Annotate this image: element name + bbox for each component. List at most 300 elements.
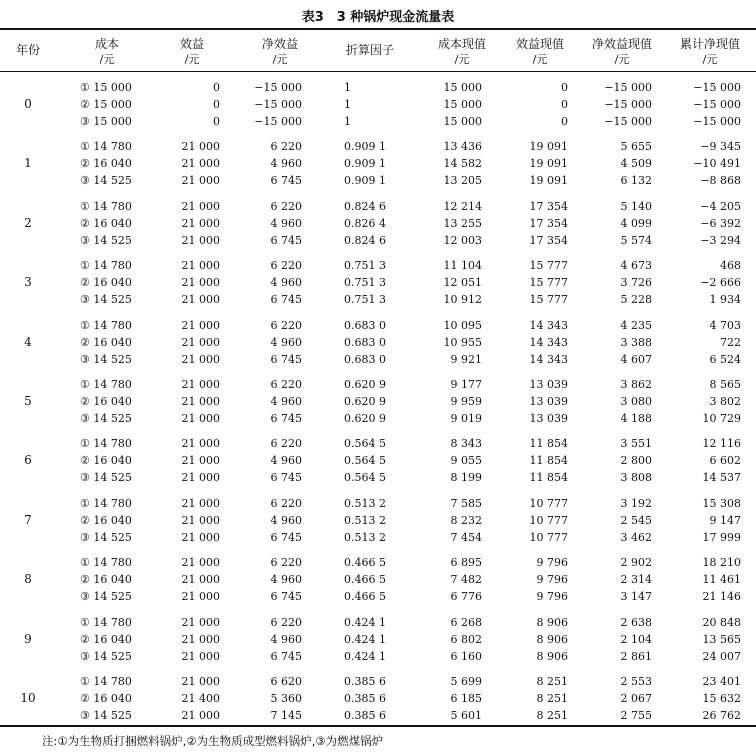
benefit-pv-cell: 9 796 [536,573,568,587]
column-header-unit: /元 [272,53,288,66]
discount-factor-cell: 0.683 0 [344,335,386,349]
benefit-cell: 0 [213,115,220,128]
benefit-cell: 21 000 [181,412,220,425]
cumulative-npv-cell: −2 666 [700,276,741,290]
cost-cell: ① 14 780 [80,496,132,510]
discount-factor-cell: 0.424 1 [344,615,386,629]
benefit-pv-cell: 15 777 [529,259,568,273]
cost-pv-cell: 7 454 [450,530,482,544]
cost-pv-cell: 14 582 [443,157,482,171]
cost-pv-cell: 15 000 [443,115,482,128]
net-benefit-cell: 6 745 [270,352,302,366]
cost-cell: ③ 14 525 [80,174,132,188]
net-benefit-cell: 6 620 [270,675,302,688]
discount-factor-cell: 1 [344,81,351,94]
column-header-label: 年份 [15,43,40,57]
cost-cell: ② 16 040 [80,276,132,290]
benefit-cell: 21 000 [181,590,220,604]
benefit-cell: 21 000 [181,395,220,408]
cumulative-npv-cell: −3 294 [700,233,741,247]
discount-factor-cell: 0.385 6 [344,675,386,688]
column-header [235,36,325,68]
benefit-pv-cell: 8 251 [536,709,568,722]
cost-pv-cell: 15 000 [443,98,482,111]
discount-factor-cell: 0.683 0 [344,318,386,332]
benefit-pv-cell: 0 [561,81,568,94]
cost-pv-cell: 15 000 [443,81,482,94]
bottom-rule [0,725,756,727]
discount-factor-cell: 0.513 2 [344,513,386,527]
net-benefit-cell: 6 220 [270,199,302,213]
cumulative-npv-cell: 8 565 [709,378,741,391]
column-header [665,36,755,68]
cost-cell: ② 16 040 [80,335,132,349]
cost-pv-cell: 6 776 [450,590,482,604]
cost-pv-cell: 13 205 [443,174,482,188]
discount-factor-cell: 0.620 9 [344,412,386,425]
benefit-cell: 21 000 [181,233,220,247]
net-benefit-cell: 6 745 [270,293,302,307]
cost-cell: ① 14 780 [80,318,132,332]
net-benefit-pv-cell: 4 099 [620,216,652,230]
cost-pv-cell: 12 003 [443,233,482,247]
column-header-unit: /元 [614,53,630,66]
benefit-cell: 21 000 [181,513,220,527]
discount-factor-cell: 0.564 5 [344,454,386,468]
benefit-cell: 21 000 [181,649,220,663]
cost-cell: ③ 14 525 [80,709,132,722]
cost-pv-cell: 9 177 [450,378,482,391]
cumulative-npv-cell: 3 802 [709,395,741,408]
column-header-label: 累计净现值 [679,37,740,51]
benefit-cell: 21 000 [181,378,220,391]
benefit-cell: 21 000 [181,216,220,230]
net-benefit-pv-cell: 6 132 [620,174,652,188]
cumulative-npv-cell: 24 007 [702,649,741,663]
net-benefit-pv-cell: 2 638 [620,615,652,629]
benefit-cell: 21 000 [181,199,220,213]
net-benefit-cell: 6 220 [270,378,302,391]
discount-factor-cell: 1 [344,98,351,111]
cost-cell: ① 14 780 [80,140,132,154]
cost-pv-cell: 9 959 [450,395,482,408]
benefit-pv-cell: 8 906 [536,615,568,629]
net-benefit-cell: 6 745 [270,590,302,604]
year-cell: 7 [24,512,32,527]
discount-factor-cell: 0.751 3 [344,276,386,290]
benefit-pv-cell: 11 854 [529,437,568,451]
cumulative-npv-cell: 4 703 [709,318,741,332]
cost-pv-cell: 8 232 [450,513,482,527]
cost-pv-cell: 11 104 [443,259,482,273]
net-benefit-cell: 6 745 [270,471,302,485]
cost-cell: ① 14 780 [80,199,132,213]
cost-cell: ③ 14 525 [80,590,132,604]
benefit-cell: 21 000 [181,709,220,722]
column-header-unit: /元 [184,53,200,66]
net-benefit-cell: 6 220 [270,496,302,510]
cumulative-npv-cell: 468 [720,259,741,273]
cost-pv-cell: 10 912 [443,293,482,307]
cost-pv-cell: 9 921 [450,352,482,366]
cumulative-npv-cell: −15 000 [693,81,741,94]
cumulative-npv-cell: −15 000 [693,98,741,111]
benefit-cell: 21 000 [181,632,220,646]
cumulative-npv-cell: 6 602 [709,454,741,468]
net-benefit-cell: 6 220 [270,259,302,273]
discount-factor-cell: 0.466 5 [344,573,386,587]
column-header-unit: /元 [702,53,718,66]
cumulative-npv-cell: 6 524 [709,352,741,366]
benefit-cell: 21 000 [181,293,220,307]
benefit-pv-cell: 10 777 [529,496,568,510]
net-benefit-cell: 6 220 [270,318,302,332]
cost-pv-cell: 9 019 [450,412,482,425]
net-benefit-pv-cell: −15 000 [604,98,652,111]
cost-cell: ③ 14 525 [80,471,132,485]
net-benefit-pv-cell: 2 067 [620,692,652,705]
column-header-label: 折算因子 [345,43,394,57]
benefit-pv-cell: 9 796 [536,590,568,604]
cost-pv-cell: 5 601 [450,709,482,722]
cumulative-npv-cell: 10 729 [702,412,741,425]
cumulative-npv-cell: 23 401 [702,675,741,688]
net-benefit-pv-cell: 5 574 [620,233,652,247]
benefit-cell: 21 000 [181,335,220,349]
discount-factor-cell: 0.620 9 [344,378,386,391]
column-header-label: 成本现值 [437,37,486,51]
column-header-unit: /元 [532,53,548,66]
benefit-pv-cell: 11 854 [529,454,568,468]
cumulative-npv-cell: −9 345 [700,140,741,154]
net-benefit-pv-cell: 3 192 [620,496,652,510]
net-benefit-cell: −15 000 [254,115,302,128]
benefit-pv-cell: 19 091 [529,157,568,171]
cumulative-npv-cell: 13 565 [702,632,741,646]
net-benefit-pv-cell: 2 902 [620,556,652,570]
column-header [577,36,667,68]
year-cell: 4 [24,334,32,349]
cost-cell: ② 16 040 [80,157,132,171]
discount-factor-cell: 0.824 6 [344,199,386,213]
column-header-label: 净效益现值 [591,37,652,51]
cost-pv-cell: 12 214 [443,199,482,213]
cost-cell: ① 14 780 [80,259,132,273]
net-benefit-cell: 4 960 [270,395,302,408]
benefit-cell: 21 000 [181,556,220,570]
year-cell: 3 [24,275,32,290]
net-benefit-pv-cell: −15 000 [604,115,652,128]
discount-factor-cell: 0.424 1 [344,649,386,663]
benefit-pv-cell: 10 777 [529,530,568,544]
net-benefit-pv-cell: 4 673 [620,259,652,273]
year-cell: 2 [24,215,32,230]
benefit-cell: 21 000 [181,157,220,171]
net-benefit-cell: −15 000 [254,81,302,94]
year-cell: 9 [24,631,32,646]
cost-cell: ① 14 780 [80,437,132,451]
net-benefit-pv-cell: 3 551 [620,437,652,451]
cost-cell: ③ 14 525 [80,649,132,663]
year-cell: 8 [24,572,32,587]
net-benefit-cell: 6 220 [270,140,302,154]
benefit-cell: 0 [213,98,220,111]
net-benefit-cell: 5 360 [270,692,302,705]
cost-cell: ② 16 040 [80,216,132,230]
cost-pv-cell: 12 051 [443,276,482,290]
year-cell: 6 [24,453,32,468]
cumulative-npv-cell: −15 000 [693,115,741,128]
cost-pv-cell: 5 699 [450,675,482,688]
benefit-pv-cell: 11 854 [529,471,568,485]
column-header [325,42,415,58]
cumulative-npv-cell: 1 934 [709,293,741,307]
column-header [417,36,507,68]
benefit-pv-cell: 8 906 [536,649,568,663]
net-benefit-cell: −15 000 [254,98,302,111]
column-header-unit: /元 [454,53,470,66]
column-header [495,36,585,68]
net-benefit-pv-cell: 2 755 [620,709,652,722]
year-cell: 5 [24,394,32,408]
net-benefit-pv-cell: 2 545 [620,513,652,527]
cost-cell: ③ 15 000 [80,115,132,128]
cost-pv-cell: 8 199 [450,471,482,485]
discount-factor-cell: 0.683 0 [344,352,386,366]
discount-factor-cell: 0.466 5 [344,590,386,604]
cost-pv-cell: 8 343 [450,437,482,451]
cumulative-npv-cell: −4 205 [700,199,741,213]
benefit-cell: 21 000 [181,259,220,273]
benefit-pv-cell: 15 777 [529,293,568,307]
cost-cell: ③ 14 525 [80,293,132,307]
year-cell: 1 [24,156,32,171]
top-rule [0,28,756,30]
net-benefit-pv-cell: 3 808 [620,471,652,485]
column-header [147,36,237,68]
cumulative-npv-cell: 12 116 [702,437,741,451]
net-benefit-cell: 4 960 [270,216,302,230]
cost-pv-cell: 10 095 [443,318,482,332]
benefit-pv-cell: 17 354 [529,199,568,213]
net-benefit-pv-cell: 3 388 [620,335,652,349]
benefit-cell: 21 000 [181,352,220,366]
cost-cell: ③ 14 525 [80,530,132,544]
benefit-pv-cell: 15 777 [529,276,568,290]
cost-pv-cell: 13 255 [443,216,482,230]
net-benefit-pv-cell: 2 861 [620,649,652,663]
cumulative-npv-cell: 21 146 [702,590,741,604]
net-benefit-cell: 7 145 [270,709,302,722]
discount-factor-cell: 0.824 6 [344,233,386,247]
discount-factor-cell: 1 [344,115,351,128]
cost-pv-cell: 6 185 [450,692,482,705]
net-benefit-pv-cell: 3 862 [620,378,652,391]
net-benefit-cell: 6 220 [270,615,302,629]
benefit-cell: 21 000 [181,530,220,544]
cost-cell: ① 14 780 [80,675,132,688]
cost-cell: ② 16 040 [80,454,132,468]
discount-factor-cell: 0.385 6 [344,709,386,722]
cost-pv-cell: 10 955 [443,335,482,349]
cost-cell: ② 15 000 [80,98,132,111]
benefit-pv-cell: 8 906 [536,632,568,646]
benefit-pv-cell: 0 [561,115,568,128]
benefit-pv-cell: 13 039 [529,378,568,391]
net-benefit-pv-cell: 3 462 [620,530,652,544]
net-benefit-pv-cell: 3 147 [620,590,652,604]
cost-pv-cell: 6 268 [450,615,482,629]
cost-pv-cell: 13 436 [443,140,482,154]
benefit-pv-cell: 17 354 [529,233,568,247]
year-cell: 10 [20,691,36,705]
benefit-pv-cell: 13 039 [529,412,568,425]
discount-factor-cell: 0.620 9 [344,395,386,408]
benefit-pv-cell: 19 091 [529,174,568,188]
column-header-label: 成本 [94,37,119,51]
cost-pv-cell: 6 160 [450,649,482,663]
cost-pv-cell: 6 802 [450,632,482,646]
cost-cell: ① 14 780 [80,556,132,570]
net-benefit-pv-cell: 2 553 [620,675,652,688]
cost-pv-cell: 9 055 [450,454,482,468]
cost-cell: ① 14 780 [80,615,132,629]
net-benefit-pv-cell: 4 235 [620,318,652,332]
net-benefit-pv-cell: 4 607 [620,352,652,366]
cumulative-npv-cell: 20 848 [702,615,741,629]
discount-factor-cell: 0.564 5 [344,471,386,485]
benefit-pv-cell: 10 777 [529,513,568,527]
cumulative-npv-cell: 17 999 [702,530,741,544]
benefit-cell: 21 400 [181,692,220,705]
cost-cell: ② 16 040 [80,573,132,587]
benefit-pv-cell: 0 [561,98,568,111]
column-header-label: 效益 [179,37,204,51]
net-benefit-pv-cell: 2 800 [620,454,652,468]
benefit-cell: 21 000 [181,437,220,451]
net-benefit-cell: 4 960 [270,454,302,468]
discount-factor-cell: 0.751 3 [344,293,386,307]
net-benefit-pv-cell: 3 080 [620,395,652,408]
cost-pv-cell: 6 895 [450,556,482,570]
cost-pv-cell: 7 482 [450,573,482,587]
column-header-label: 净效益 [261,37,298,51]
cost-cell: ② 16 040 [80,632,132,646]
net-benefit-pv-cell: −15 000 [604,81,652,94]
discount-factor-cell: 0.909 1 [344,140,386,154]
year-cell: 0 [24,97,32,111]
benefit-pv-cell: 17 354 [529,216,568,230]
cost-cell: ② 16 040 [80,395,132,408]
benefit-cell: 21 000 [181,318,220,332]
cost-cell: ③ 14 525 [80,352,132,366]
cumulative-npv-cell: 11 461 [702,573,741,587]
column-header-unit: /元 [99,53,115,66]
net-benefit-cell: 6 745 [270,412,302,425]
net-benefit-pv-cell: 4 188 [620,412,652,425]
discount-factor-cell: 0.513 2 [344,496,386,510]
cumulative-npv-cell: 14 537 [702,471,741,485]
benefit-cell: 21 000 [181,615,220,629]
net-benefit-pv-cell: 5 140 [620,199,652,213]
net-benefit-cell: 4 960 [270,276,302,290]
net-benefit-cell: 4 960 [270,335,302,349]
benefit-cell: 21 000 [181,675,220,688]
benefit-pv-cell: 14 343 [529,318,568,332]
benefit-cell: 21 000 [181,573,220,587]
cost-pv-cell: 7 585 [450,496,482,510]
cost-cell: ③ 14 525 [80,412,132,425]
cumulative-npv-cell: 18 210 [702,556,741,570]
benefit-pv-cell: 8 251 [536,692,568,705]
discount-factor-cell: 0.385 6 [344,692,386,705]
benefit-pv-cell: 14 343 [529,352,568,366]
net-benefit-cell: 4 960 [270,632,302,646]
discount-factor-cell: 0.513 2 [344,530,386,544]
cost-cell: ② 16 040 [80,692,132,705]
discount-factor-cell: 0.564 5 [344,437,386,451]
net-benefit-cell: 6 220 [270,556,302,570]
net-benefit-pv-cell: 2 314 [620,573,652,587]
benefit-pv-cell: 13 039 [529,395,568,408]
net-benefit-cell: 6 745 [270,233,302,247]
cumulative-npv-cell: 9 147 [709,513,741,527]
column-header [62,36,152,68]
discount-factor-cell: 0.466 5 [344,556,386,570]
cost-cell: ① 14 780 [80,378,132,391]
benefit-cell: 21 000 [181,496,220,510]
discount-factor-cell: 0.424 1 [344,632,386,646]
header-rule [0,71,756,72]
benefit-cell: 21 000 [181,276,220,290]
discount-factor-cell: 0.909 1 [344,174,386,188]
discount-factor-cell: 0.826 4 [344,216,386,230]
discount-factor-cell: 0.751 3 [344,259,386,273]
net-benefit-cell: 6 745 [270,174,302,188]
benefit-pv-cell: 14 343 [529,335,568,349]
benefit-cell: 0 [213,81,220,94]
cost-cell: ① 15 000 [80,81,132,94]
net-benefit-cell: 4 960 [270,157,302,171]
benefit-pv-cell: 8 251 [536,675,568,688]
column-header-label: 效益现值 [515,37,564,51]
net-benefit-cell: 4 960 [270,573,302,587]
benefit-pv-cell: 19 091 [529,140,568,154]
benefit-cell: 21 000 [181,140,220,154]
cumulative-npv-cell: 15 632 [702,692,741,705]
cumulative-npv-cell: 722 [720,335,741,349]
benefit-cell: 21 000 [181,454,220,468]
cumulative-npv-cell: −10 491 [693,157,741,171]
table-title: 表3 3 种锅炉现金流量表 [301,10,455,25]
benefit-pv-cell: 9 796 [536,556,568,570]
cumulative-npv-cell: −6 392 [700,216,741,230]
discount-factor-cell: 0.909 1 [344,157,386,171]
net-benefit-cell: 6 745 [270,530,302,544]
cost-cell: ③ 14 525 [80,233,132,247]
benefit-cell: 21 000 [181,471,220,485]
cumulative-npv-cell: −8 868 [700,174,741,188]
net-benefit-pv-cell: 2 104 [620,632,652,646]
cumulative-npv-cell: 15 308 [702,496,741,510]
net-benefit-pv-cell: 5 655 [620,140,652,154]
cost-cell: ② 16 040 [80,513,132,527]
net-benefit-cell: 6 220 [270,437,302,451]
benefit-cell: 21 000 [181,174,220,188]
net-benefit-cell: 4 960 [270,513,302,527]
cumulative-npv-cell: 26 762 [702,709,741,722]
net-benefit-pv-cell: 5 228 [620,293,652,307]
